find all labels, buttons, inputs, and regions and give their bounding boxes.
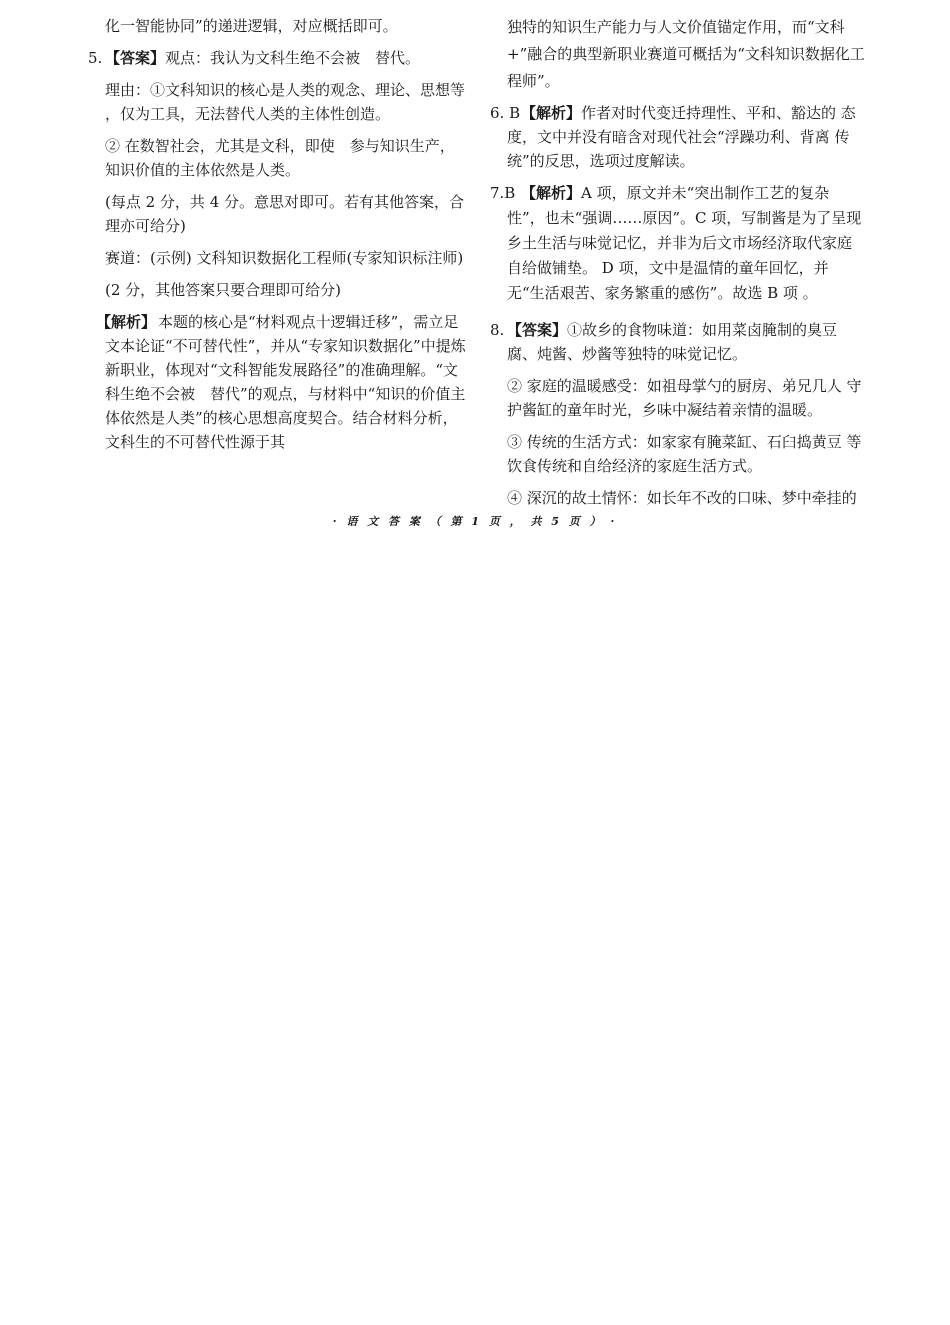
point-1: ①故乡的食物味道：如用菜卤腌制的臭豆腐、炖酱、炒酱等独特的味觉记忆。 [507,321,838,363]
track-example: 赛道：(示例) 文科知识数据化工程师(专家知识标注师) [105,249,464,267]
analysis-tag: 【解析】 [521,184,582,202]
scoring-note-2: (2 分，其他答案只要合理即可给分) [105,281,342,299]
right-column [490,14,865,518]
left-column [88,14,468,462]
reason-1: 理由：①文科知识的核心是人类的观念、理论、思想等 ，仅为工具，无法替代人类的主体性创造。 [105,81,466,123]
question-number: 8. [490,321,505,339]
reason-2: ② 在数智社会，尤其是文科，即使 参与知识生产，知识价值的主体依然是人类。 [105,137,455,179]
answer-tag: 【答案】 [105,49,166,67]
question-5-answer [88,46,468,70]
question-7-text: A 项，原文并未“突出制作工艺的复杂性”，也未“强调……原因”。C 项，写制酱是为了呈现乡土生活与味觉记忆，并非为后文市场经济取代家庭自给做铺垫。 D 项，文中是温情的童年回忆，并无“生活艰苦、家务繁重的感伤”。故选 B 项 。 [507,184,862,302]
question-number: 5. [88,49,103,67]
page-footer: · 语 文 答 案 （ 第 1 页 ， 共 5 页 ） · [332,515,618,528]
analysis-tag: 【解析】 [96,313,157,331]
continued-text: 化一智能协同”的递进逻辑，对应概括即可。 [105,17,398,35]
answer-tag: 【答案】 [507,321,568,339]
question-number: 7.B [490,184,516,202]
viewpoint-text: 观点：我认为文科生绝不会被 替代。 [165,49,421,67]
question-6-text: 作者对时代变迁持理性、平和、豁达的 态度，文中并没有暗含对现代社会“浮躁功利、背离 传统”的反思，选项过度解读。 [507,104,856,170]
question-6 [490,101,865,173]
scoring-note-1: (每点 2 分，共 4 分。意思对即可。若有其他答案，合理亦可给分) [105,193,465,235]
point-2: ② 家庭的温暖感受：如祖母掌勺的厨房、弟兄几人 守护酱缸的童年时光，乡味中凝结着亲情的温暖。 [507,377,862,419]
question-8 [490,318,865,366]
question-7 [490,181,865,306]
question-number: 6. B [490,104,521,122]
analysis-tag: 【解析】 [521,104,582,122]
point-3: ③ 传统的生活方式：如家家有腌菜缸、石臼捣黄豆 等饮食传统和自给经济的家庭生活方式。 [507,433,862,475]
question-5-analysis [88,310,468,454]
continued-text: 独特的知识生产能力与人文价值锚定作用，而“文科 +”融合的典型新职业赛道可概括为“文科知识数据化工程师”。 [507,18,865,90]
point-4: ④ 深沉的故土情怀：如长年不改的口味、梦中牵挂的 [507,489,857,507]
analysis-text: 本题的核心是“材料观点十逻辑迁移”，需立足文本论证“不可替代性”，并从“专家知识数据化”中提炼新职业，体现对“文科智能发展路径”的准确理解。“文科生绝不会被 替代”的观点，与材料中“知识的价值主体依然是人类”的核心思想高度契合。结合材料分析，文科生的不可替代性源于其 [105,313,466,451]
